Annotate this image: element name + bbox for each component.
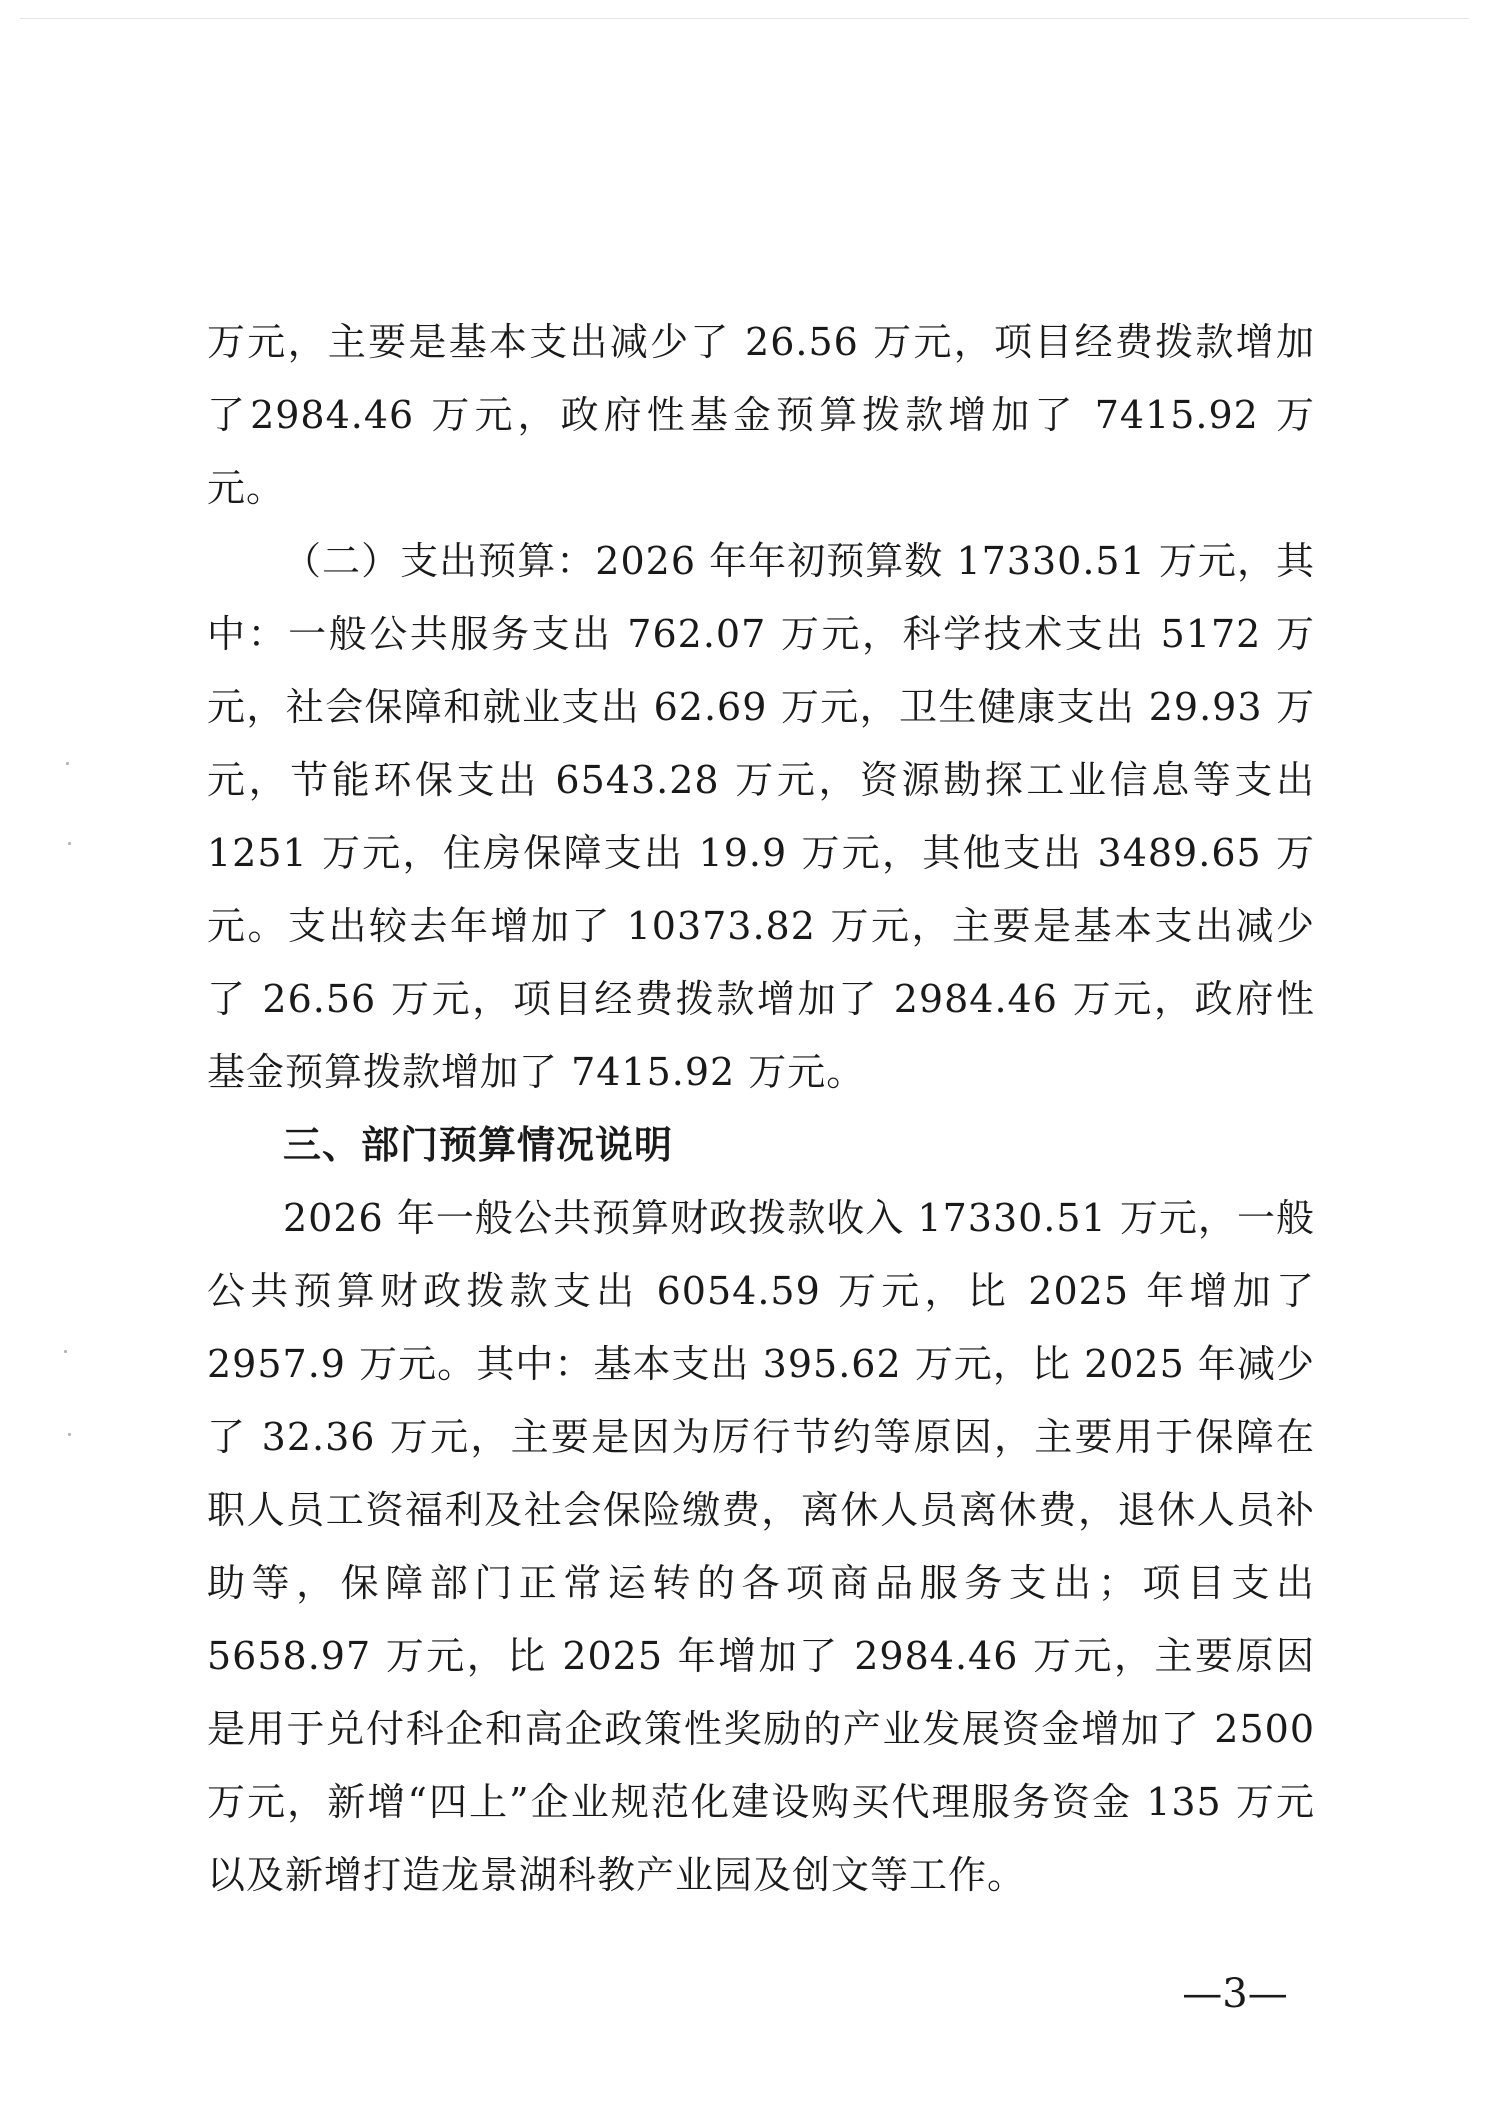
paragraph-continuation: 万元，主要是基本支出减少了 26.56 万元，项目经费拨款增加了2984.46 万元，政府性基金预算拨款增加了 7415.92 万元。 bbox=[207, 320, 1315, 510]
document-body bbox=[207, 306, 1315, 1912]
scan-speck bbox=[66, 762, 69, 765]
paragraph-section-three: 2026 年一般公共预算财政拨款收入 17330.51 万元，一般公共预算财政拨款支出 6054.59 万元，比 2025 年增加了 2957.9 万元。其中：基本支出 395.62 万元，比 2025 年减少了 32.36 万元，主要是因为厉行节约等原因，主要用于保障在职人员工资福利及社会保险缴费，离休人员离休费，退休人员补助等，保障部门正常运转的各项商品服务支出；项目支出 5658.97 万元，比 2025 年增加了 2984.46 万元，主要原因是用于兑付科企和高企政策性奖励的产业发展资金增加了 2500 万元，新增“四上”企业规范化建设购买代理服务资金 135 万元以及新增打造龙景湖科教产业园及创文等工作。 bbox=[207, 1196, 1315, 1897]
scan-speck bbox=[68, 842, 71, 845]
paragraph-expenditure-budget: （二）支出预算：2026 年年初预算数 17330.51 万元，其中：一般公共服务支出 762.07 万元，科学技术支出 5172 万元，社会保障和就业支出 62.69 万元，卫生健康支出 29.93 万元，节能环保支出 6543.28 万元，资源勘探工业信息等支出 1251 万元，住房保障支出 19.9 万元，其他支出 3489.65 万元。支出较去年增加了 10373.82 万元，主要是基本支出减少了 26.56 万元，项目经费拨款增加了 2984.46 万元，政府性基金预算拨款增加了 7415.92 万元。 bbox=[207, 539, 1315, 1094]
scan-speck bbox=[68, 1433, 71, 1436]
page-number: —3— bbox=[1182, 1971, 1288, 2017]
scan-top-edge bbox=[20, 18, 1469, 19]
scan-speck bbox=[64, 1350, 67, 1353]
section-heading: 三、部门预算情况说明 bbox=[283, 1123, 674, 1167]
